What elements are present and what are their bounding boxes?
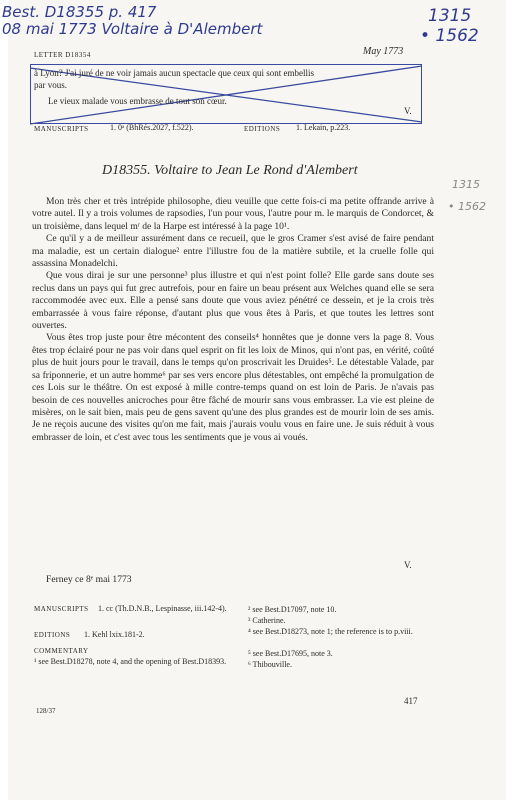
note-6: ⁶ Thibouville. bbox=[248, 660, 292, 669]
margin-number-1315: 1315 bbox=[452, 178, 480, 191]
prev-letter-line1: à Lyon? J'ai juré de ne voir jamais aucun spectacle que ceux qui sont embellis bbox=[34, 68, 315, 78]
handwritten-reference: Best. D18355 p. 417 bbox=[2, 3, 157, 21]
running-header-letter: LETTER D18354 bbox=[34, 51, 91, 59]
body-paragraph-1: Mon très cher et très intrépide philosophe, dieu veuille que cette fois-ci ma petite offrande arrive à votre autel. Il y a trois volumes de rapsodies, l'un pour vous, l'autre pour m. le marquis de Condorcet, & un troisième, dans lequel mʳ de la Harpe est intéressé à la page 10¹. bbox=[32, 196, 434, 232]
document-page bbox=[2, 0, 506, 800]
prev-letter-signature: V. bbox=[404, 106, 412, 116]
handwritten-number-1562: • 1562 bbox=[420, 26, 479, 46]
notes-mss-text: 1. cc (Th.D.N.B., Lespinasse, iii.142-4). bbox=[98, 604, 227, 613]
page-number: 417 bbox=[404, 696, 418, 706]
prev-letter-line2: par vous. bbox=[34, 80, 67, 90]
body-paragraph-3: Que vous dirai je sur une personne³ plus illustre et qui n'est point folle? Elle garde sans doute ses reclus dans un pays qui fut grec autrefois, pour en faire un beau présent aux Welches quand elle se sera raccommodée avec eux. Elle a pensé sans doute que vous aviez pénétré ce dessein, et je la crois très embarrassée à vous faire réponse, d'autant plus que vous êtes à Paris, et que toutes les lettres sont ouvertes. bbox=[32, 270, 434, 332]
prev-mss-label: MANUSCRIPTS bbox=[34, 125, 89, 133]
notes-commentary-label: COMMENTARY bbox=[34, 647, 89, 655]
prev-editions-label: EDITIONS bbox=[244, 125, 281, 133]
letter-title: D18355. Voltaire to Jean Le Rond d'Alembert bbox=[102, 163, 358, 178]
footer-stamp: 128/37 bbox=[36, 707, 56, 715]
letter-body bbox=[32, 196, 434, 444]
note-5: ⁵ see Best.D17695, note 3. bbox=[248, 649, 333, 658]
notes-editions-label: EDITIONS bbox=[34, 631, 71, 639]
margin-number-1562: • 1562 bbox=[448, 200, 486, 213]
note-1: ¹ see Best.D18278, note 4, and the opening of Best.D18393. bbox=[34, 657, 227, 666]
notes-mss-label: MANUSCRIPTS bbox=[34, 605, 89, 613]
handwritten-number-1315: 1315 bbox=[428, 6, 472, 26]
prev-mss-text: 1. 0ᵃ (BhRés.2027, f.522). bbox=[110, 123, 194, 132]
prev-editions-text: 1. Lekain, p.223. bbox=[296, 123, 351, 132]
note-4: ⁴ see Best.D18273, note 1; the reference is to p.viii. bbox=[248, 627, 413, 636]
note-3: ³ Catherine. bbox=[248, 616, 286, 625]
notes-editions-text: 1. Kehl lxix.181-2. bbox=[84, 630, 145, 639]
note-2: ² see Best.D17097, note 10. bbox=[248, 605, 337, 614]
prev-letter-line3: Le vieux malade vous embrasse de tout son cœur. bbox=[48, 96, 227, 106]
letter-dateline: Ferney ce 8ᵉ mai 1773 bbox=[46, 574, 132, 585]
body-paragraph-2: Ce qu'il y a de meilleur assurément dans ce recueil, que le gros Cramer s'est avisé de faire pendant ma maladie, est un certain dialogue² entre l'illustre fou de la matière subtile, et la cruelle folle qui assassina Monadelchi. bbox=[32, 233, 434, 270]
body-paragraph-4: Vous êtes trop juste pour être mécontent des conseils⁴ honnêtes que je donne vers la page 8. Vous êtes trop éclairé pour ne pas voir dans quel esprit on fit les loix de Minos, qui n'ont pas, en vérité, coûté plus de huit jours pour le travail, dans le temps qu'on proscrivait les Druides⁵. Le détestable Valade, par sa friponnerie, et un autre homme⁶ par ses vers encore plus détestables, ont empêché la promulgation de ces Lois sur le théâtre. On est exposé à mille contre-temps quand on est loin de Paris. Je n'avais pas besoin de ces nouvelles anicroches pour être fâché de mourir sans vous embrasser. La vie est pleine de misères, on le sait bien, mais peu de gens savent qu'une des plus grandes est de mourir loin de ses amis. Je ne reçois aucune des visites qu'on me fait, mais j'aurais voulu vous en faire une. Je suis réduit à vous embrasser de loin, et c'est avec tous les sentiments que je vous ai voués. bbox=[32, 332, 434, 443]
letter-signature: V. bbox=[404, 560, 412, 570]
running-header-month: May 1773 bbox=[363, 46, 404, 57]
handwritten-date: 08 mai 1773 Voltaire à D'Alembert bbox=[2, 20, 263, 38]
